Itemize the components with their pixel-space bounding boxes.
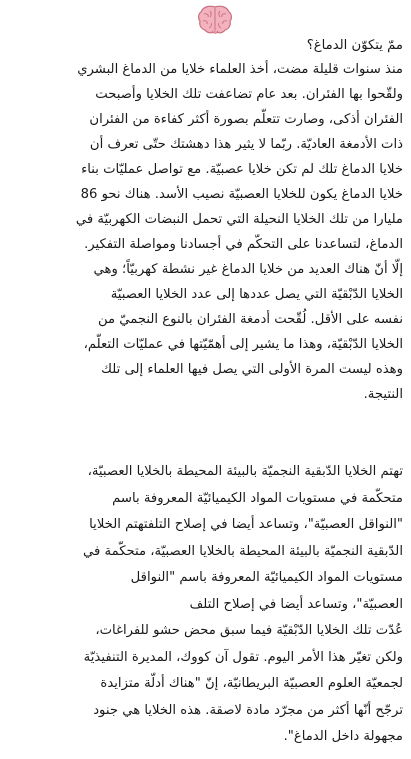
- article-line: مليارا من تلك الخلايا النحيلة التي تحمل النبضات الكهربيّة في: [75, 212, 403, 227]
- article-line: ولكن تغيّر هذا الأمر اليوم. تقول آن كووك، المديرة التنفيذيّة: [83, 649, 403, 665]
- article-line: مجهولة داخل الدماغ".: [283, 729, 403, 744]
- article-line: العصبيّة"، وتساعد أيضا في إصلاح التلف: [189, 596, 403, 612]
- article-line: إلّا أنّ هناك العديد من خلايا الدماغ غير نشطة كهربيّاً؛ وهي: [93, 262, 403, 277]
- article-line: ولقّحوا بها الفئران. بعد عام تضاعفت تلك الخلايا وأصبحت: [95, 87, 403, 102]
- article-line: منذ سنوات قليلة مضت، أخذ العلماء خلايا من الدماغ البشري: [77, 62, 403, 77]
- article-line: مستويات المواد الكيميائيّة المعروفة باسم "النواقل: [130, 570, 403, 585]
- brain-icon: [196, 4, 234, 36]
- article-heading: ممّ يتكوّن الدماغ؟: [306, 38, 403, 53]
- article-line: الخلايا الدّبْقيّة التي يصل عددها إلى عدد الخلايا العصبيّة: [110, 287, 403, 302]
- article-line: لجمعيّة العلوم العصبيّة البريطانيّة، إنّ "هناك أدلّة متزايدة: [100, 676, 403, 691]
- article-line: متحكّمة في مستويات المواد الكيميائيّة المعروفة باسم: [112, 490, 403, 506]
- article-line: النتيجة.: [363, 387, 403, 402]
- article-line: الخلايا الدّبْقيّة، وهذا ما يشير إلى أهمّيّتها في عمليّات التعلّم،: [83, 337, 403, 352]
- article-line: ذات الأدمغة العاديّة. ربّما لا يثير هذا دهشتك حتّى تعرف أن: [89, 137, 403, 152]
- article-line: تهتم الخلايا الدّبقية النجميّة بالبيئة المحيطة بالخلايا العصبيّة،: [87, 464, 403, 479]
- article-line: "النواقل العصبيّة"، وتساعد أيضا في إصلاح التلفتهتم الخلايا: [89, 517, 403, 532]
- article-line: خلايا الدماغ تلك لم تكن خلايا عصبيّة. مع تواصل عمليّات بناء: [81, 162, 403, 177]
- article-line: نفسه على الأقل. لُقّحت أدمغة الفئران بالنوع النجميّ من: [97, 312, 403, 327]
- article-line: الدّبقية النجميّة بالبيئة المحيطة بالخلايا العصبيّة، متحكّمة في: [83, 543, 403, 559]
- article-line: ترجّح أنّها أكثر من مجرّد مادة لاصقة. هذه الخلايا هي جنود: [93, 702, 403, 718]
- article-paragraph-2: [6, 459, 403, 751]
- article-paragraph-1: [6, 36, 403, 407]
- article-line: وهذه ليست المرة الأولى التي يصل فيها العلماء إلى تلك: [101, 362, 403, 377]
- article-line: الدماغ، لتساعدنا على التحكّم في أجسادنا ومواصلة التفكير.: [84, 237, 403, 252]
- article-line: خلايا الدماغ يكون للخلايا العصبيّة نصيب الأسد. هناك نحو 86: [80, 187, 403, 202]
- article-line: عُدّت تلك الخلايا الدّبْقيّة فيما سبق محض حشو للفراغات،: [95, 623, 403, 638]
- article-line: الفئران أذكى، وصارت تتعلّم بصورة أكثر كفاءة من الفئران: [89, 112, 403, 127]
